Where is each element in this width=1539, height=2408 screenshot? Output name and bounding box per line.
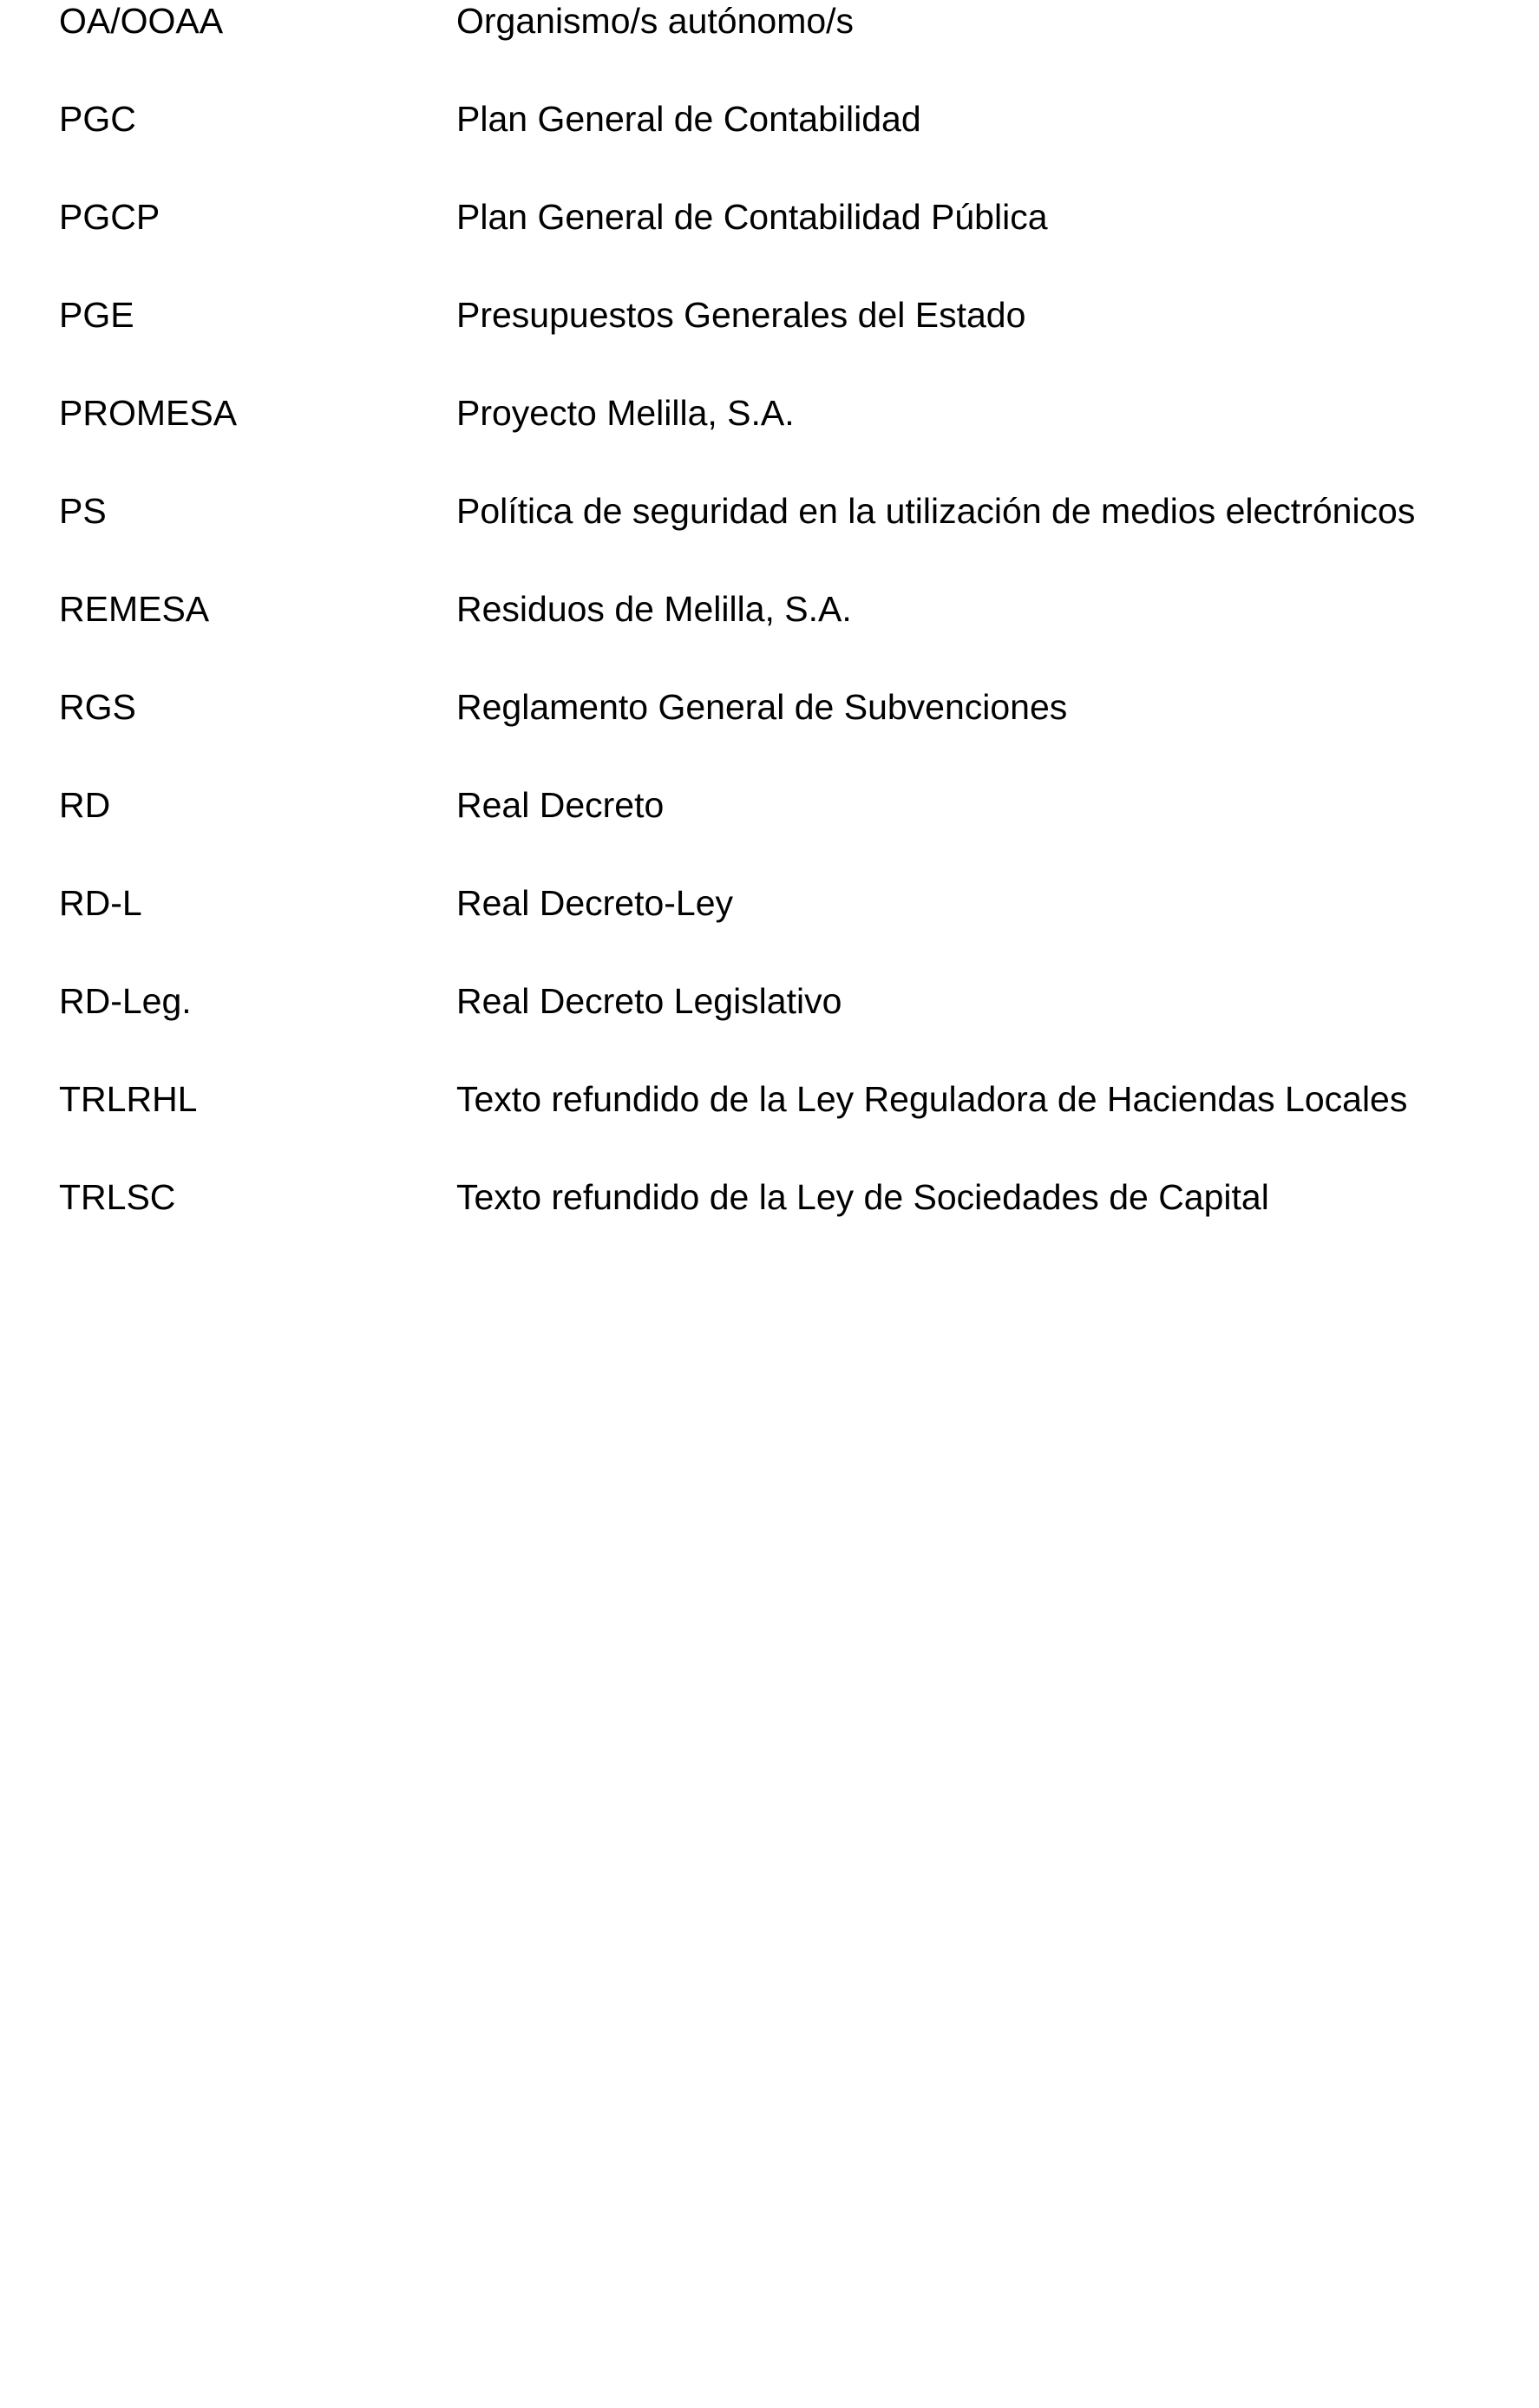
abbreviation-meaning: Organismo/s autónomo/s xyxy=(456,1,855,41)
abbreviation-meaning: Plan General de Contabilidad xyxy=(456,99,921,139)
abbreviation-meaning: Real Decreto xyxy=(456,785,665,825)
abbreviation-code: PGC xyxy=(59,99,136,139)
abbreviation-row xyxy=(59,1078,1516,1176)
abbreviation-code: OA/OOAA xyxy=(59,1,224,41)
abbreviation-row xyxy=(59,588,1516,686)
abbreviation-row xyxy=(59,882,1516,980)
abbreviation-code: RD-Leg. xyxy=(59,981,192,1021)
abbreviation-row xyxy=(59,784,1516,882)
abbreviation-meaning: Real Decreto Legislativo xyxy=(456,981,842,1021)
abbreviation-meaning: Presupuestos Generales del Estado xyxy=(456,295,1026,335)
abbreviation-meaning: Texto refundido de la Ley de Sociedades de Capital xyxy=(456,1177,1269,1217)
abbreviation-code: TRLRHL xyxy=(59,1079,198,1119)
abbreviation-code: PGE xyxy=(59,295,134,335)
abbreviations-list xyxy=(59,0,1516,1274)
abbreviation-code: PS xyxy=(59,491,107,531)
abbreviation-code: REMESA xyxy=(59,589,210,629)
abbreviation-row xyxy=(59,196,1516,294)
abbreviation-code: RD-L xyxy=(59,883,142,923)
abbreviation-row xyxy=(59,980,1516,1078)
abbreviation-code: TRLSC xyxy=(59,1177,176,1217)
abbreviation-meaning: Política de seguridad en la utilización de medios electrónicos xyxy=(456,491,1416,531)
abbreviation-code: RD xyxy=(59,785,111,825)
abbreviation-meaning: Reglamento General de Subvenciones xyxy=(456,687,1068,727)
abbreviation-row xyxy=(59,294,1516,392)
abbreviation-meaning: Texto refundido de la Ley Reguladora de Haciendas Locales xyxy=(456,1079,1408,1119)
abbreviation-code: RGS xyxy=(59,687,136,727)
abbreviation-code: PGCP xyxy=(59,197,160,237)
abbreviation-meaning: Real Decreto-Ley xyxy=(456,883,734,923)
abbreviation-meaning: Residuos de Melilla, S.A. xyxy=(456,589,852,629)
abbreviation-row xyxy=(59,0,1516,98)
abbreviation-row xyxy=(59,686,1516,784)
abbreviation-code: PROMESA xyxy=(59,393,238,433)
abbreviation-row xyxy=(59,392,1516,490)
abbreviation-row xyxy=(59,98,1516,196)
abbreviation-row xyxy=(59,1176,1516,1274)
abbreviation-row xyxy=(59,490,1516,588)
abbreviation-meaning: Plan General de Contabilidad Pública xyxy=(456,197,1048,237)
abbreviation-meaning: Proyecto Melilla, S.A. xyxy=(456,393,795,433)
